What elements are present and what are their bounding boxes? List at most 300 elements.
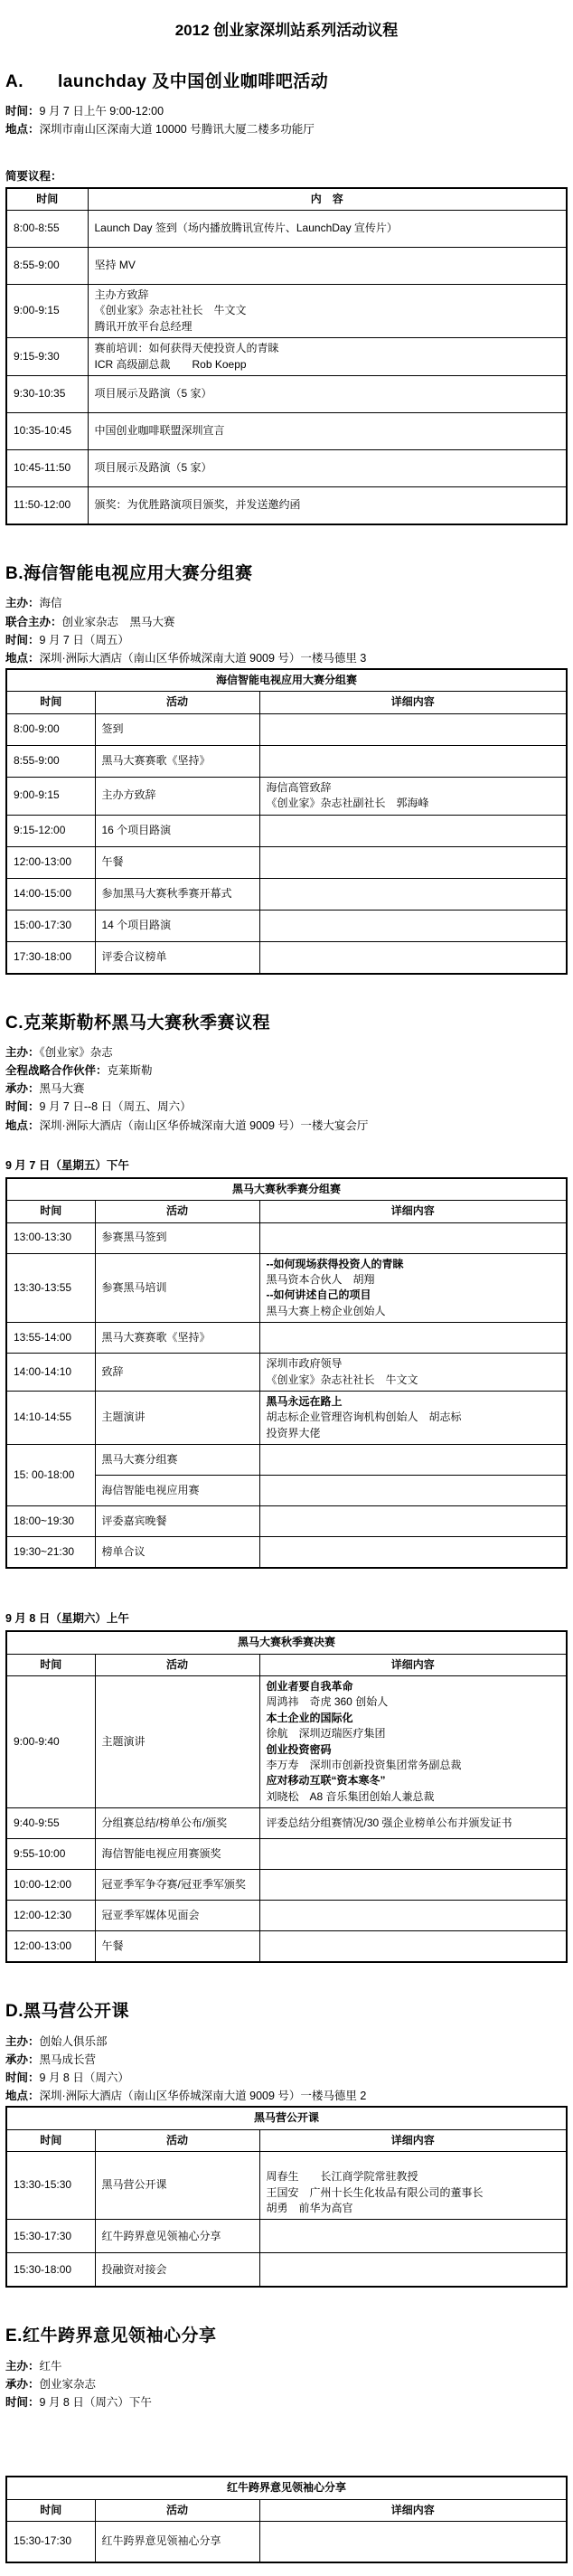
activity-cell — [95, 1323, 259, 1354]
activity-cell — [95, 1506, 259, 1537]
agenda-label: 简要议程： — [5, 170, 62, 184]
day-label: 9 月 7 日（星期五）下午 — [5, 1158, 129, 1172]
meta-line — [5, 1044, 568, 1061]
meta-label: 联合主办： — [5, 615, 62, 628]
cell-line: 参加黑马大赛秋季赛开幕式 — [101, 886, 232, 900]
meta-line — [5, 1080, 568, 1097]
meta-line — [5, 121, 568, 137]
meta-line — [5, 2394, 568, 2411]
cell-line: --如何讲述自己的项目 — [266, 1288, 371, 1302]
cell-line: 10:35-10:45 — [14, 424, 72, 438]
table-row — [6, 941, 567, 974]
section-d-heading — [5, 1999, 568, 2024]
table-header-row — [6, 2129, 567, 2151]
table-row — [6, 1253, 567, 1323]
meta-label: 主办： — [5, 2034, 40, 2048]
table-row — [6, 1354, 567, 1392]
table-title: 红牛跨界意见领袖心分享 — [6, 2477, 567, 2499]
table-row — [6, 412, 567, 449]
cell-line: 红牛跨界意见领袖心分享 — [101, 2229, 221, 2242]
detail-cell — [259, 910, 567, 941]
cell-line: 刘晓松 A8 音乐集团创始人兼总裁 — [266, 1789, 435, 1803]
cell-line: 9:15-9:30 — [14, 349, 60, 363]
table-row — [6, 2151, 567, 2219]
activity-cell — [95, 1391, 259, 1444]
meta-value: 深圳·洲际大酒店（南山区华侨城深南大道 9009 号）一楼马德里 3 — [39, 651, 367, 665]
section-e — [5, 2324, 568, 2563]
cell-line: --如何现场获得投资人的青睐 — [266, 1257, 404, 1270]
cell-line: 10:45-11:50 — [14, 461, 71, 475]
content-cell — [88, 338, 567, 376]
activity-cell — [95, 1354, 259, 1392]
cell-line: 15: 00-18:00 — [14, 1467, 75, 1481]
cell-line: 签到 — [101, 722, 124, 736]
time-cell — [6, 1839, 95, 1870]
cell-line: ICR 高级副总裁 Rob Koepp — [94, 357, 247, 371]
activity-cell — [95, 1476, 259, 1506]
detail-cell — [259, 1391, 567, 1444]
content-cell — [88, 412, 567, 449]
content-cell — [88, 210, 567, 247]
cell-line: 9:55-10:00 — [14, 1846, 66, 1860]
column-header: 详细内容 — [259, 2129, 567, 2151]
schedule-table — [5, 668, 568, 975]
schedule-table — [5, 2476, 568, 2563]
table-row — [6, 247, 567, 284]
table-title-row — [6, 2477, 567, 2499]
column-header: 活动 — [95, 2499, 259, 2521]
cell-line: 颁奖：为优胜路演项目颁奖，并发送邀约函 — [94, 498, 301, 512]
document-body — [5, 70, 568, 2563]
cell-line: 《创业家》杂志社社长 牛文文 — [266, 1373, 418, 1386]
activity-cell — [95, 1537, 259, 1569]
cell-line: 8:00-9:00 — [14, 722, 60, 736]
column-header: 活动 — [95, 1654, 259, 1675]
time-cell — [6, 1222, 95, 1253]
table-row — [6, 1391, 567, 1444]
meta-label: 承办： — [5, 1082, 40, 1096]
table-row — [6, 486, 567, 524]
meta-value: 深圳市南山区深南大道 10000 号腾讯大厦二楼多功能厅 — [39, 123, 315, 137]
table-title: 黑马大赛秋季赛决赛 — [6, 1631, 567, 1654]
section-c-heading — [5, 1011, 568, 1036]
time-cell — [6, 878, 95, 910]
cell-line: 9:15-12:00 — [14, 823, 66, 836]
meta-label: 地点： — [5, 123, 40, 137]
detail-cell — [259, 1676, 567, 1808]
cell-line: 午餐 — [101, 1939, 124, 1952]
activity-cell — [95, 910, 259, 941]
cell-line: 徐航 深圳迈瑞医疗集团 — [266, 1727, 386, 1741]
detail-cell — [259, 1931, 567, 1963]
cell-line: 13:00-13:30 — [14, 1231, 72, 1244]
activity-cell — [95, 1445, 259, 1476]
activity-cell — [95, 713, 259, 745]
time-cell — [6, 1506, 95, 1537]
cell-line: 腾讯开放平台总经理 — [94, 319, 193, 333]
cell-line: 评委总结分组赛情况/30 强企业榜单公布并颁发证书 — [266, 1816, 512, 1829]
detail-cell — [259, 941, 567, 974]
cell-line: 本土企业的国际化 — [266, 1711, 353, 1724]
cell-line: 创业投资密码 — [266, 1742, 332, 1756]
section-a — [5, 70, 568, 525]
cell-line: 14:00-14:10 — [14, 1364, 72, 1378]
meta-line — [5, 2070, 568, 2086]
table-row — [6, 815, 567, 846]
meta-value: 深圳·洲际大酒店（南山区华侨城深南大道 9009 号）一楼马德里 2 — [39, 2090, 367, 2103]
cell-line: 周鸿祎 奇虎 360 创始人 — [266, 1695, 389, 1709]
time-cell — [6, 2522, 95, 2563]
meta-label: 时间： — [5, 633, 40, 646]
table-row — [6, 284, 567, 337]
table-row — [6, 210, 567, 247]
time-cell — [6, 412, 88, 449]
activity-cell — [95, 1931, 259, 1963]
table-header-row — [6, 1201, 567, 1222]
cell-line: 14:10-14:55 — [14, 1411, 72, 1424]
cell-line: 榜单合议 — [101, 1544, 146, 1558]
time-cell — [6, 910, 95, 941]
schedule-table — [5, 187, 568, 525]
cell-line: Launch Day 签到（场内播放腾讯宣传片、LaunchDay 宣传片） — [94, 222, 398, 235]
column-header: 时间 — [6, 692, 95, 713]
cell-line: 午餐 — [101, 854, 124, 868]
meta-value: 《创业家》杂志 — [39, 1046, 113, 1060]
cell-line: 项目展示及路演（5 家） — [94, 461, 212, 475]
cell-line: 17:30-18:00 — [14, 949, 72, 963]
table-row — [6, 910, 567, 941]
meta-value: 9 月 8 日（周六） — [39, 2071, 129, 2084]
time-cell — [6, 1870, 95, 1901]
meta-line — [5, 2376, 568, 2392]
detail-cell — [259, 2220, 567, 2253]
schedule-table — [5, 1630, 568, 1963]
content-cell — [88, 486, 567, 524]
column-header: 时间 — [6, 2129, 95, 2151]
time-cell — [6, 247, 88, 284]
content-cell — [88, 375, 567, 412]
table-row — [6, 2522, 567, 2563]
table-title: 黑马营公开课 — [6, 2107, 567, 2129]
meta-line — [5, 1099, 568, 1115]
detail-cell — [259, 2522, 567, 2563]
time-cell — [6, 1253, 95, 1323]
time-cell — [6, 2253, 95, 2288]
meta-label: 地点： — [5, 1118, 40, 1132]
section-heading-text: 红牛跨界意见领袖心分享 — [22, 2326, 217, 2346]
time-cell — [6, 2220, 95, 2253]
table-title-row — [6, 1631, 567, 1654]
cell-line: 主办方致辞 — [101, 788, 156, 802]
time-cell — [6, 486, 88, 524]
time-cell — [6, 1808, 95, 1839]
cell-line: 黑马永远在路上 — [266, 1394, 343, 1408]
meta-line — [5, 614, 568, 630]
table-row — [6, 449, 567, 486]
time-cell — [6, 1537, 95, 1569]
detail-cell — [259, 1901, 567, 1931]
activity-cell — [95, 745, 259, 777]
detail-cell — [259, 777, 567, 815]
detail-cell — [259, 1354, 567, 1392]
meta-value: 9 月 7 日上午 9:00-12:00 — [39, 105, 164, 118]
cell-line: 15:00-17:30 — [14, 918, 72, 931]
column-header: 内 容 — [88, 188, 567, 211]
detail-cell — [259, 1537, 567, 1569]
cell-line: 13:30-13:55 — [14, 1280, 72, 1294]
cell-line: 9:00-9:15 — [14, 788, 60, 802]
cell-line: 应对移动互联“资本寒冬” — [266, 1774, 386, 1788]
cell-line: 投资界大佬 — [266, 1426, 321, 1439]
meta-label: 地点： — [5, 651, 40, 665]
section-a-heading — [5, 70, 568, 95]
table-row — [6, 1901, 567, 1931]
cell-line: 胡勇 前华为高官 — [266, 2201, 353, 2214]
cell-line: 坚持 MV — [94, 259, 136, 272]
table-row — [6, 2253, 567, 2288]
cell-line: 14:00-15:00 — [14, 886, 72, 900]
meta-line — [5, 650, 568, 666]
column-header: 活动 — [95, 1201, 259, 1222]
meta-line — [5, 2033, 568, 2050]
cell-line: 项目展示及路演（5 家） — [94, 387, 212, 401]
activity-cell — [95, 1253, 259, 1323]
meta-label: 主办： — [5, 597, 40, 610]
table-title: 黑马大赛秋季赛分组赛 — [6, 1178, 567, 1201]
section-c — [5, 1011, 568, 1964]
table-header-row — [6, 692, 567, 713]
table-title-row — [6, 2107, 567, 2129]
time-cell — [6, 1931, 95, 1963]
table-row — [6, 1222, 567, 1253]
cell-line: 赛前培训：如何获得天使投资人的青睐 — [94, 342, 279, 355]
activity-cell — [95, 1676, 259, 1808]
time-cell — [6, 284, 88, 337]
section-d — [5, 1999, 568, 2288]
cell-line: 15:30-18:00 — [14, 2262, 72, 2276]
activity-cell — [95, 941, 259, 974]
time-cell — [6, 1354, 95, 1392]
section-heading-text: 黑马营公开课 — [23, 2002, 130, 2022]
meta-label: 时间： — [5, 1100, 40, 1114]
time-cell — [6, 815, 95, 846]
time-cell — [6, 846, 95, 878]
section-letter: B. — [5, 563, 23, 583]
meta-label: 时间： — [5, 2071, 40, 2084]
detail-cell — [259, 1323, 567, 1354]
meta-value: 深圳·洲际大酒店（南山区华侨城深南大道 9009 号）一楼大宴会厅 — [39, 1118, 369, 1132]
cell-line — [267, 2155, 560, 2169]
meta-value: 海信 — [39, 597, 62, 610]
section-b-heading — [5, 561, 568, 587]
detail-cell — [259, 2253, 567, 2288]
section-heading-text: 海信智能电视应用大赛分组赛 — [23, 563, 253, 583]
cell-line: 黑马大赛赛歌《坚持》 — [101, 754, 211, 768]
cell-line: 主办方致辞 — [94, 288, 149, 301]
time-cell — [6, 338, 88, 376]
activity-cell — [95, 2522, 259, 2563]
cell-line: 参赛黑马签到 — [101, 1231, 167, 1244]
meta-line — [5, 2052, 568, 2068]
cell-line: 12:00-13:00 — [14, 854, 72, 868]
time-cell — [6, 941, 95, 974]
cell-line: 海信高管致辞 — [266, 780, 332, 794]
meta-line — [5, 632, 568, 648]
section-letter: D. — [5, 2002, 23, 2022]
column-header: 详细内容 — [259, 692, 567, 713]
meta-label: 时间： — [5, 2396, 40, 2410]
table-row — [6, 1506, 567, 1537]
meta-label: 全程战略合作伙伴： — [5, 1064, 108, 1078]
meta-value: 黑马大赛 — [39, 1082, 85, 1096]
content-cell — [88, 449, 567, 486]
table-header-row — [6, 188, 567, 211]
column-header: 时间 — [6, 1201, 95, 1222]
meta-label: 承办： — [5, 2378, 40, 2391]
cell-line: 中国创业咖啡联盟深圳宣言 — [94, 424, 225, 438]
cell-line: 评委合议榜单 — [101, 949, 167, 963]
cell-line: 15:30-17:30 — [14, 2534, 72, 2548]
content-cell — [88, 284, 567, 337]
cell-line: 9:00-9:15 — [14, 304, 60, 317]
table-row — [6, 375, 567, 412]
detail-cell — [259, 1253, 567, 1323]
cell-line: 海信智能电视应用赛 — [101, 1483, 200, 1496]
detail-cell — [259, 1506, 567, 1537]
detail-cell — [259, 745, 567, 777]
cell-line: 分组赛总结/榜单公布/颁奖 — [101, 1816, 228, 1829]
detail-cell — [259, 2151, 567, 2219]
day-label: 9 月 8 日（星期六）上午 — [5, 1612, 129, 1626]
meta-label: 地点： — [5, 2090, 40, 2103]
section-letter: A. — [5, 71, 23, 91]
table-row — [6, 338, 567, 376]
detail-cell — [259, 713, 567, 745]
cell-line: 8:55-9:00 — [14, 259, 60, 272]
cell-line: 胡志标企业管理咨询机构创始人 胡志标 — [266, 1411, 462, 1424]
cell-line: 8:55-9:00 — [14, 754, 60, 768]
detail-cell — [259, 1445, 567, 1476]
time-cell — [6, 1901, 95, 1931]
time-cell — [6, 1676, 95, 1808]
column-header: 时间 — [6, 1654, 95, 1675]
table-header-row — [6, 2499, 567, 2521]
meta-value: 红牛 — [39, 2359, 62, 2373]
activity-cell — [95, 2151, 259, 2219]
cell-line: 19:30~21:30 — [14, 1544, 75, 1558]
column-header: 时间 — [6, 188, 88, 211]
time-cell — [6, 375, 88, 412]
activity-cell — [95, 1901, 259, 1931]
table-header-row — [6, 1654, 567, 1675]
time-cell — [6, 2151, 95, 2219]
detail-cell — [259, 815, 567, 846]
table-row — [6, 1870, 567, 1901]
cell-line: 12:00-12:30 — [14, 1908, 72, 1921]
cell-line: 评委嘉宾晚餐 — [101, 1514, 167, 1527]
activity-cell — [95, 846, 259, 878]
cell-line: 10:00-12:00 — [14, 1877, 72, 1891]
column-header: 活动 — [95, 692, 259, 713]
table-row — [6, 1537, 567, 1569]
column-header: 详细内容 — [259, 1201, 567, 1222]
cell-line: 12:00-13:00 — [14, 1939, 72, 1952]
cell-line: 主题演讲 — [101, 1411, 146, 1424]
meta-label: 承办： — [5, 2052, 40, 2066]
section-heading-text: 克莱斯勒杯黑马大赛秋季赛议程 — [23, 1013, 271, 1033]
table-title: 海信智能电视应用大赛分组赛 — [6, 669, 567, 692]
activity-cell — [95, 2253, 259, 2288]
cell-line: 黑马大赛上榜企业创始人 — [266, 1304, 386, 1317]
cell-line: 9:00-9:40 — [14, 1734, 60, 1748]
table-row — [6, 713, 567, 745]
cell-line: 冠亚季军媒体见面会 — [101, 1908, 200, 1921]
cell-line: 投融资对接会 — [101, 2262, 167, 2276]
meta-value: 9 月 7 日--8 日（周五、周六） — [39, 1100, 192, 1114]
cell-line: 黑马营公开课 — [101, 2178, 167, 2192]
table-row — [6, 1445, 567, 1476]
activity-cell — [95, 1839, 259, 1870]
meta-label: 时间： — [5, 105, 40, 118]
meta-value: 9 月 7 日（周五） — [39, 633, 129, 646]
cell-line: 14 个项目路演 — [101, 918, 172, 931]
column-header: 详细内容 — [259, 1654, 567, 1675]
meta-value: 克莱斯勒 — [107, 1064, 153, 1078]
cell-line: 9:30-10:35 — [14, 387, 66, 401]
activity-cell — [95, 777, 259, 815]
section-letter: E. — [5, 2326, 23, 2346]
cell-line: 创业者要自我革命 — [266, 1680, 353, 1694]
column-header: 时间 — [6, 2499, 95, 2521]
meta-value: 9 月 8 日（周六）下午 — [39, 2396, 152, 2410]
content-cell — [88, 247, 567, 284]
cell-line: 8:00-8:55 — [14, 222, 60, 235]
meta-label: 主办： — [5, 1046, 40, 1060]
cell-line: 13:55-14:00 — [14, 1330, 72, 1344]
cell-line: 冠亚季军争夺赛/冠亚季军颁奖 — [101, 1877, 246, 1891]
cell-line: 海信智能电视应用赛颁奖 — [101, 1846, 221, 1860]
table-title-row — [6, 669, 567, 692]
activity-cell — [95, 2220, 259, 2253]
time-cell — [6, 777, 95, 815]
cell-line: 致辞 — [101, 1364, 124, 1378]
meta-line — [5, 1062, 568, 1079]
cell-line: 黑马大赛分组赛 — [101, 1452, 178, 1466]
table-row — [6, 777, 567, 815]
section-letter: C. — [5, 1013, 23, 1033]
activity-cell — [95, 815, 259, 846]
detail-cell — [259, 878, 567, 910]
cell-line: 王国安 广州十长生化妆品有限公司的董事长 — [266, 2185, 484, 2199]
page-title: 2012 创业家深圳站系列活动议程 — [174, 22, 399, 39]
table-title-row — [6, 1178, 567, 1201]
table-row — [6, 1931, 567, 1963]
table-row — [6, 2220, 567, 2253]
time-cell — [6, 1323, 95, 1354]
cell-line: 李万寿 深圳市创新投资集团常务副总裁 — [266, 1758, 462, 1771]
detail-cell — [259, 1808, 567, 1839]
activity-cell — [95, 1222, 259, 1253]
meta-line — [5, 103, 568, 119]
cell-line: 黑马资本合伙人 胡翔 — [266, 1272, 375, 1286]
cell-line: 周春生 长江商学院常驻教授 — [266, 2170, 418, 2184]
cell-line: 参赛黑马培训 — [101, 1280, 167, 1294]
time-cell — [6, 713, 95, 745]
cell-line: 15:30-17:30 — [14, 2229, 72, 2242]
section-b — [5, 561, 568, 975]
table-row — [6, 1839, 567, 1870]
activity-cell — [95, 1870, 259, 1901]
